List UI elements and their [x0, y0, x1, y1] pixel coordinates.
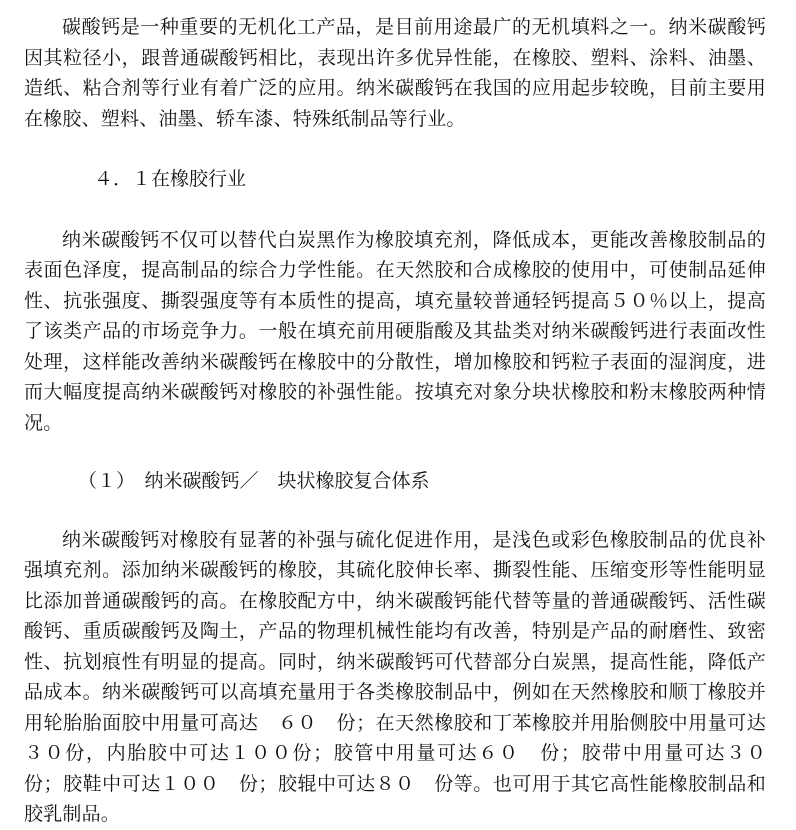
paragraph-gap [24, 497, 766, 525]
subsection-heading-block-rubber: （１） 纳米碳酸钙／ 块状橡胶复合体系 [78, 470, 430, 492]
intro-paragraph: 碳酸钙是一种重要的无机化工产品，是目前用途最广的无机填料之一。纳米碳酸钙因其粒径小，跟普通碳酸钙相比，表现出许多优异性能，在橡胶、塑料、涂料、油墨、造纸、粘合剂等行业有着广泛的应用。纳米碳酸钙在我国的应用起步较晚，目前主要用在橡胶、塑料、油墨、轿车漆、特殊纸制品等行业。 [24, 16, 766, 130]
rubber-paragraph: 纳米碳酸钙不仅可以替代白炭黑作为橡胶填充剂，降低成本，更能改善橡胶制品的表面色泽度，提高制品的综合力学性能。在天然胶和合成橡胶的使用中，可使制品延伸性、抗张强度、撕裂强度等有本质性的提高，填充量较普通轻钙提高５０％以上，提高了该类产品的市场竞争力。一般在填充前用硬脂酸及其盐类对纳米碳酸钙进行表面改性处理，这样能改善纳米碳酸钙在橡胶中的分散性，增加橡胶和钙粒子表面的湿润度，进而大幅度提高纳米碳酸钙对橡胶的补强性能。按填充对象分块状橡胶和粉末橡胶两种情况。 [24, 228, 766, 434]
paragraph-gap [24, 134, 766, 164]
paragraph-gap [24, 195, 766, 225]
section-heading-rubber: ４．１在橡胶行业 [94, 168, 247, 190]
block-rubber-paragraph: 纳米碳酸钙对橡胶有显著的补强与硫化促进作用，是浅色或彩色橡胶制品的优良补强填充剂。添加纳米碳酸钙的橡胶，其硫化胶伸长率、撕裂性能、压缩变形等性能明显比添加普通碳酸钙的高。在橡胶配方中，纳米碳酸钙能代替等量的普通碳酸钙、活性碳酸钙、重质碳酸钙及陶土，产品的物理机械性能均有改善，特别是产品的耐磨性、致密性、抗划痕性有明显的提高。同时，纳米碳酸钙可代替部分白炭黑，提高性能，降低产品成本。纳米碳酸钙可以高填充量用于各类橡胶制品中，例如在天然橡胶和顺丁橡胶并用轮胎胎面胶中用量可高达 ６０ 份；在天然橡胶和丁苯橡胶并用胎侧胶中用量可达３０份，内胎胶中可达１００份；胶管中用量可达６０ 份；胶带中用量可达３０ 份；胶鞋中可达１００ 份；胶辊中可达８０ 份等。也可用于其它高性能橡胶制品和胶乳制品。 [24, 528, 786, 825]
paragraph-gap [24, 438, 766, 466]
